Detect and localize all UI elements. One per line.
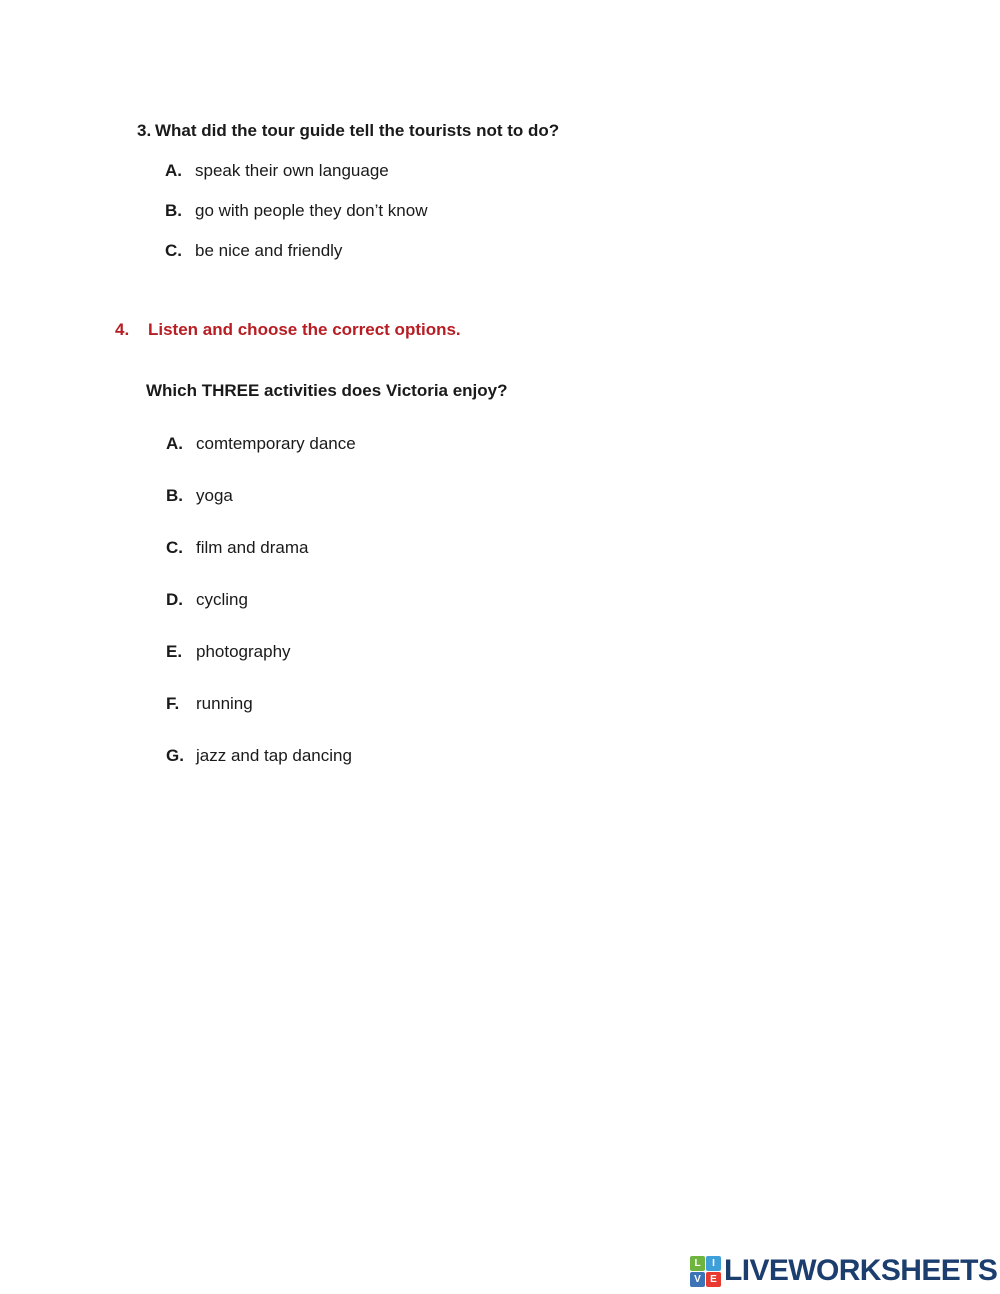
liveworksheets-wordmark: LIVEWORKSHEETS: [724, 1254, 998, 1287]
question3-header: [137, 120, 697, 141]
liveworksheets-logo-icon: [690, 1256, 721, 1287]
liveworksheets-logo[interactable]: [690, 1254, 997, 1288]
option-letter: D.: [166, 590, 183, 609]
option-text: be nice and friendly: [195, 241, 343, 260]
option-letter: G.: [166, 746, 184, 765]
question3-option-c[interactable]: [165, 241, 665, 281]
option-letter: F.: [166, 694, 180, 713]
option-text: jazz and tap dancing: [196, 746, 352, 765]
option-text: comtemporary dance: [196, 434, 356, 453]
option-letter: C.: [166, 538, 183, 557]
option-text: photography: [196, 642, 291, 661]
question4-number: 4.: [115, 320, 130, 339]
option-letter: B.: [166, 486, 183, 505]
option-text: go with people they don’t know: [195, 201, 428, 220]
option-letter: E.: [166, 642, 183, 661]
option-text: running: [196, 694, 253, 713]
question3-number: 3.: [137, 121, 152, 140]
logo-tile-l: L: [690, 1256, 705, 1271]
option-text: film and drama: [196, 538, 309, 557]
question4-option-c[interactable]: [166, 538, 666, 590]
question3-text: What did the tour guide tell the tourists not to do?: [155, 121, 560, 140]
logo-tile-e: E: [706, 1272, 721, 1287]
option-letter: A.: [166, 434, 183, 453]
question4-option-e[interactable]: [166, 642, 666, 694]
question4-header: [115, 319, 675, 340]
question4-subquestion: Which THREE activities does Victoria enjoy?: [146, 381, 508, 400]
question4-option-g[interactable]: [166, 746, 666, 798]
question3-options: [165, 161, 665, 281]
logo-tile-i: I: [706, 1256, 721, 1271]
option-letter: A.: [165, 161, 182, 180]
question3-option-a[interactable]: [165, 161, 665, 201]
question4-instruction: Listen and choose the correct options.: [148, 320, 461, 339]
option-text: speak their own language: [195, 161, 389, 180]
option-text: cycling: [196, 590, 248, 609]
option-text: yoga: [196, 486, 233, 505]
question4-option-b[interactable]: [166, 486, 666, 538]
option-letter: C.: [165, 241, 182, 260]
question4-option-a[interactable]: [166, 434, 666, 486]
question4-option-f[interactable]: [166, 694, 666, 746]
question4-option-d[interactable]: [166, 590, 666, 642]
question3-option-b[interactable]: [165, 201, 665, 241]
question4-options: [166, 434, 666, 798]
logo-tile-v: V: [690, 1272, 705, 1287]
option-letter: B.: [165, 201, 182, 220]
